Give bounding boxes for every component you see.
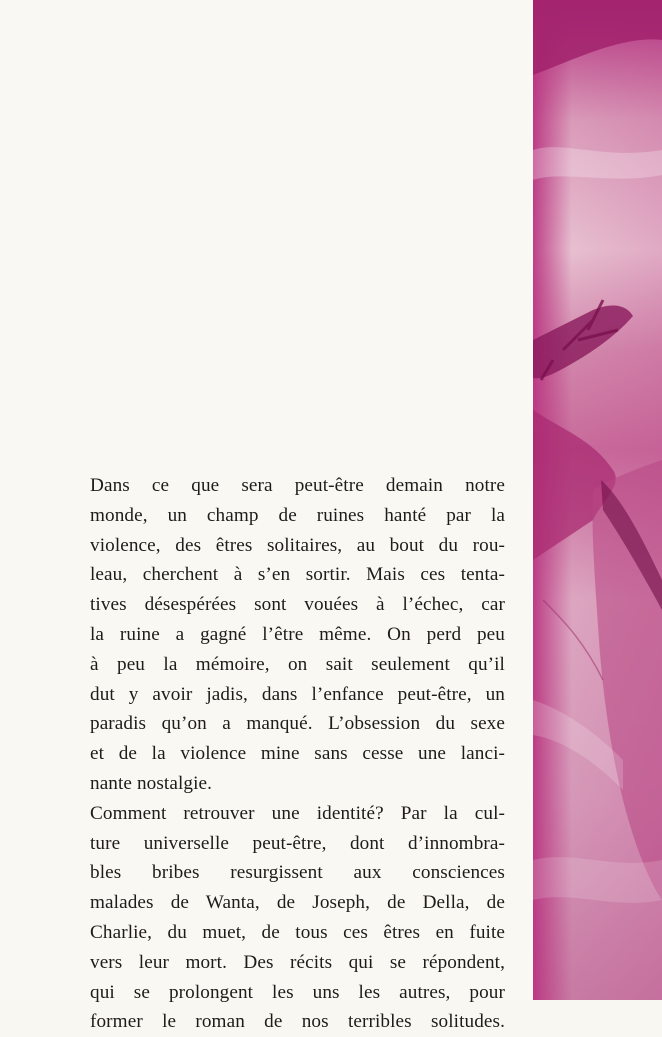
- cover-photo-strip: [533, 0, 662, 1000]
- blurb-line: Charlie, du muet, de tous ces êtres en fuite: [90, 921, 505, 943]
- blurb-paragraph-2: [90, 799, 505, 1037]
- blurb-line: ture universelle peut-être, dont d’innombra-: [90, 832, 505, 854]
- magenta-landscape-photo: [533, 0, 662, 1000]
- back-cover-blurb: [90, 471, 505, 1037]
- blurb-line: qui se prolongent les uns les autres, pour: [90, 981, 505, 1003]
- blurb-line: violence, des êtres solitaires, au bout du rou-: [90, 534, 505, 556]
- blurb-line: et de la violence mine sans cesse une lanci-: [90, 743, 505, 765]
- blurb-line: dut y avoir jadis, dans l’enfance peut-être, un: [90, 683, 505, 705]
- blurb-line: vers leur mort. Des récits qui se répondent,: [90, 951, 505, 973]
- blurb-line: monde, un champ de ruines hanté par la: [90, 504, 505, 526]
- blurb-paragraph-1: [90, 471, 505, 799]
- blurb-line: bles bribes resurgissent aux consciences: [90, 862, 505, 884]
- blurb-line: Comment retrouver une identité? Par la cul-: [90, 802, 505, 824]
- blurb-line: paradis qu’on a manqué. L’obsession du sexe: [90, 713, 505, 735]
- blurb-line: tives désespérées sont vouées à l’échec, car: [90, 594, 505, 616]
- blurb-line: à peu la mémoire, on sait seulement qu’il: [90, 653, 505, 675]
- blurb-line: nante nostalgie.: [90, 772, 213, 794]
- blurb-line: Dans ce que sera peut-être demain notre: [90, 475, 505, 496]
- blurb-line: former le roman de nos terribles solitudes.: [90, 1011, 505, 1033]
- blurb-line: leau, cherchent à s’en sortir. Mais ces tenta-: [90, 564, 505, 586]
- blurb-line: malades de Wanta, de Joseph, de Della, de: [90, 892, 505, 914]
- blurb-line: la ruine a gagné l’être même. On perd peu: [90, 623, 505, 645]
